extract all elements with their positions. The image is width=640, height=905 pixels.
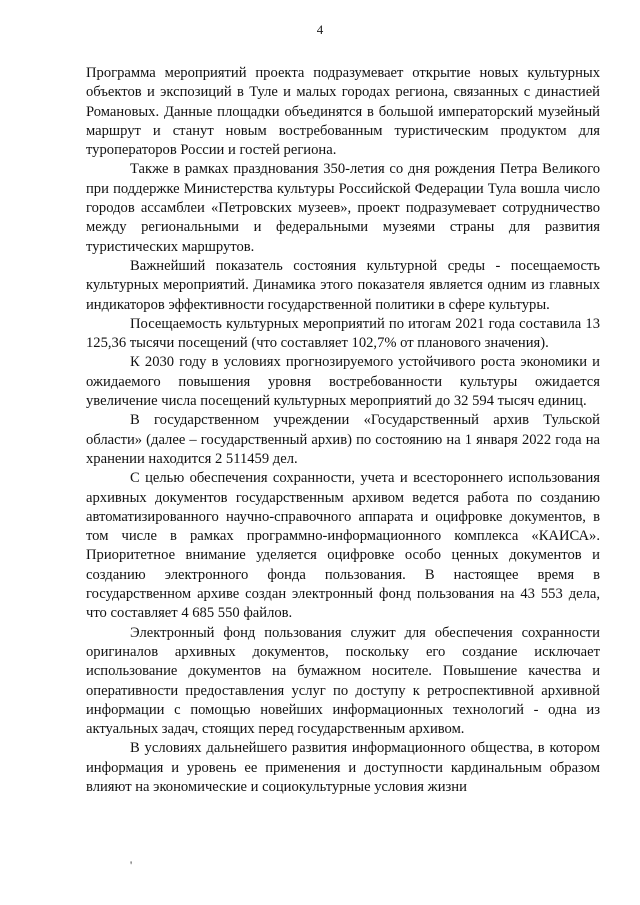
page-number: 4 bbox=[316, 22, 324, 37]
paragraph-electronic-fund: Электронный фонд пользования служит для обеспечения сохранности оригиналов архивных документов, поскольку его создание исключает использование документов на бумажном носителе. Повышение качества и оперативности предоставления услуг по доступу к ретроспективной архивной информации с помощью новейших информационных технологий - одна из актуальных задач, стоящих перед государственным архивом. bbox=[86, 624, 600, 738]
paragraph-state-archive: В государственном учреждении «Государственный архив Тульской области» (далее – государственный архив) по состоянию на 1 января 2022 года на хранении находится 2 511459 дел. bbox=[86, 412, 600, 467]
paragraph-attendance-2021: Посещаемость культурных мероприятий по итогам 2021 года составила 13 125,36 тысячи посещений (что составляет 102,7% от планового значения). bbox=[86, 315, 600, 352]
paragraph-forecast-2030: К 2030 году в условиях прогнозируемого устойчивого роста экономики и ожидаемого повышения уровня востребованности культуры ожидается увеличение числа посещений культурных мероприятий до 32 594 тысяч единиц. bbox=[86, 354, 600, 410]
footer-mark: ' bbox=[130, 858, 133, 872]
paragraph-archive-digitization: С целью обеспечения сохранности, учета и всестороннего использования архивных документов государственным архивом ведется работа по созданию автоматизированного научно-справочного аппарата и оцифровке документов, в том числе в рамках программно-информационного комплекса «КАИСА». Приоритетное внимание уделяется оцифровке особо ценных документов и созданию электронного фонда пользования. В настоящее время в государственном архиве создан электронный фонд пользования на 43 553 дела, что составляет 4 685 550 файлов. bbox=[86, 470, 600, 622]
paragraph-peter-anniversary: Также в рамках празднования 350-летия со дня рождения Петра Великого при поддержке Министерства культуры Российской Федерации Тула вошла число городов ассамблеи «Петровских музеев», проект подразумевает сотрудничество между региональными и федеральными музеями страны для развития туристических маршрутов. bbox=[86, 161, 600, 255]
paragraph-attendance-indicator: Важнейший показатель состояния культурной среды - посещаемость культурных мероприятий. Динамика этого показателя является одним из главных индикаторов эффективности государственной политики в сфере культуры. bbox=[86, 257, 600, 313]
paragraph-museum-route: Программа мероприятий проекта подразумевает открытие новых культурных объектов и экспозиций в Туле и малых городах региона, связанных с династией Романовых. Данные площадки объединятся в большой императорский музейный маршрут и станут новым востребованным туристическим продуктом для туроператоров России и гостей региона. bbox=[86, 65, 600, 159]
document-body bbox=[86, 64, 600, 797]
paragraph-information-society: В условиях дальнейшего развития информационного общества, в котором информация и уровень ее применения и доступности кардинальным образом влияют на экономические и социокультурные условия жизни bbox=[86, 740, 600, 795]
